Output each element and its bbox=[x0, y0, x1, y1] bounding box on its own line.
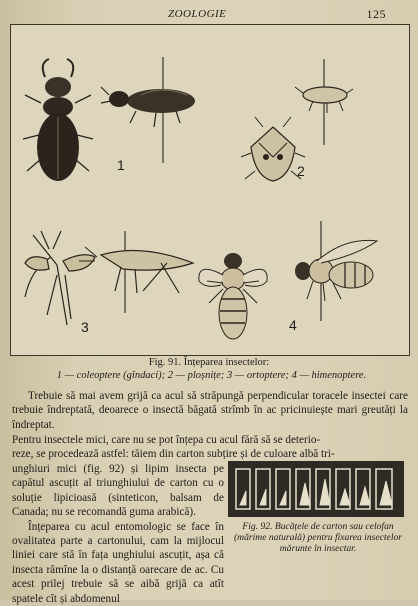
group-label-2: 2 bbox=[297, 163, 305, 179]
shield-bug-drawing bbox=[241, 117, 305, 181]
page-header bbox=[0, 6, 418, 22]
group-label-3: 3 bbox=[81, 319, 89, 335]
stag-beetle-drawing bbox=[23, 59, 93, 181]
figure-legend: 1 — coleoptere (gîndaci); 2 — ploșnițe; 3 — ortoptere; 4 — himenoptere. bbox=[56, 370, 367, 381]
figure-92-image bbox=[228, 461, 404, 517]
paragraph-1-text: Trebuie să mai avem grijă ca acul să străpungă perpendicular toracele insectei care trebuie îndreptată, deoarece o insectă băgată strîmb în ac pricinuiește mari greutăți la îndreptat. bbox=[12, 390, 408, 431]
left-column-text bbox=[12, 462, 224, 606]
grasshopper-spread-drawing bbox=[25, 231, 95, 325]
bee-side-drawing bbox=[295, 240, 377, 301]
group-label-4: 4 bbox=[289, 317, 297, 333]
text-line: Pentru insectele mici, care nu se pot înțepa cu acul fără să se deterio- bbox=[12, 434, 321, 446]
group-label-1: 1 bbox=[117, 157, 125, 173]
paragraph-2-rest: unghiuri mici (fig. 92) și lipim insecta pe capătul ascuțit al triunghiului de carton cu o soluție lipicioasă (sinteticon, balsam de Canada; nu se recomandă guma arabică). bbox=[12, 463, 224, 519]
beetle-side-drawing bbox=[101, 87, 195, 127]
paragraph-3: Înțeparea cu acul entomologic se face în ovalitatea parte a cartonului, cam la mijlocul liniei care stă în fața unghiului ascuțit, așa că insecta rămîne la o distanță oarecare de ac. Cu acest prilej trebuie să se aibă grijă ca atît spatele cît și abdomenul bbox=[12, 520, 224, 605]
page-number: 125 bbox=[366, 7, 386, 21]
figure-92-caption: Fig. 92. Bucățele de carton sau celofan (mărime naturală) pentru fixarea insectelor mărunte în insectar. bbox=[233, 521, 403, 554]
running-title: ZOOLOGIE bbox=[168, 8, 227, 20]
paragraph-1 bbox=[12, 389, 408, 432]
text-line: reze, se procedează astfel: tăiem din carton subțire și de culoare albă tri- bbox=[12, 448, 335, 461]
figure-caption: Fig. 91. Înțeparea insectelor: bbox=[148, 357, 270, 368]
cricket-side-drawing bbox=[79, 247, 193, 293]
cardboard-pieces-drawing bbox=[228, 461, 404, 517]
figure-91 bbox=[10, 24, 410, 356]
insect-illustrations bbox=[11, 25, 409, 355]
paragraph-2-full-lines bbox=[12, 433, 408, 462]
bee-dorsal-drawing bbox=[199, 253, 267, 339]
